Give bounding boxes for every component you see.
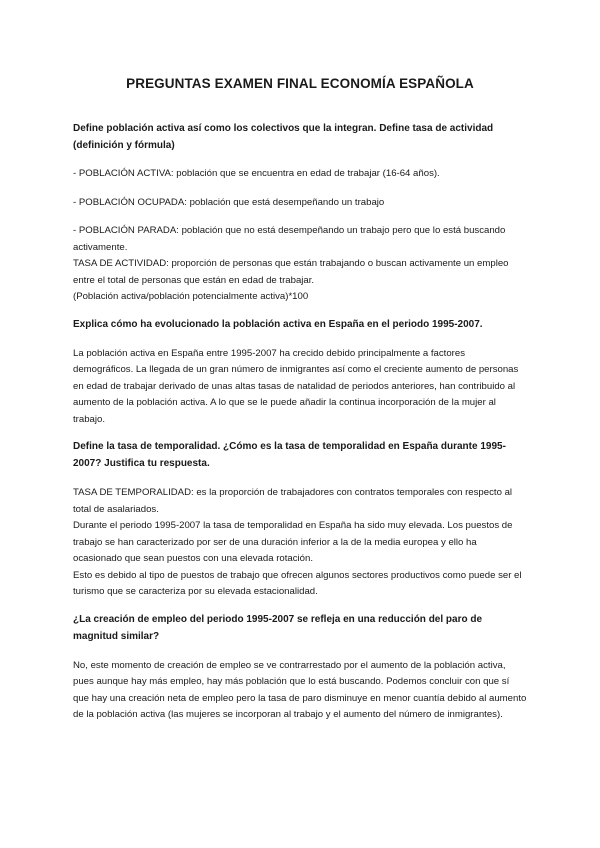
tasa-actividad-definition: TASA DE ACTIVIDAD: proporción de personas que están trabajando o buscan activamente un empleo entre el total de personas que están en edad de trabajar. bbox=[73, 258, 509, 286]
question-4: ¿La creación de empleo del periodo 1995-2007 se refleja en una reducción del paro de magnitud similar? bbox=[73, 613, 483, 642]
item-poblacion-parada: - POBLACIÓN PARADA: población que no está desempeñando un trabajo pero que lo está buscando activamente. bbox=[73, 225, 506, 253]
answer-3-reason: Esto es debido al tipo de puestos de trabajo que ofrecen algunos sectores productivos como puede ser el turismo que se caracteriza por su elevada estacionalidad. bbox=[73, 569, 522, 597]
answer-2: La población activa en España entre 1995-2007 ha crecido debido principalmente a factores demográficos. La llegada de un gran número de inmigrantes así como el creciente aumento de personas en edad de trabajar derivado de unas altas tasas de natalidad de periodos anteriores, han contribuido al aumento de la población activa. A lo que se le puede añadir la continua incorporación de la mujer al trabajo. bbox=[73, 347, 519, 425]
tasa-actividad-formula: (Población activa/población potencialmente activa)*100 bbox=[73, 291, 309, 302]
question-2: Explica cómo ha evolucionado la población activa en España en el periodo 1995-2007. bbox=[73, 318, 483, 330]
question-3: Define la tasa de temporalidad. ¿Cómo es la tasa de temporalidad en España durante 1995-2007? Justifica tu respuesta. bbox=[73, 441, 506, 469]
tasa-temporalidad-definition: TASA DE TEMPORALIDAD: es la proporción de trabajadores con contratos temporales con respecto al total de asalariados. bbox=[73, 487, 513, 515]
page-title: PREGUNTAS EXAMEN FINAL ECONOMÍA ESPAÑOLA bbox=[126, 76, 474, 91]
item-poblacion-ocupada: - POBLACIÓN OCUPADA: población que está desempeñando un trabajo bbox=[73, 196, 385, 208]
answer-3: Durante el periodo 1995-2007 la tasa de temporalidad en España ha sido muy elevada. Los puestos de trabajo se han caracterizado por ser de una duración inferior a la de la media europea y ello ha ocasionado que sean puestos con una elevada rotación. bbox=[73, 520, 513, 564]
answer-4: No, este momento de creación de empleo se ve contrarrestado por el aumento de la población activa, pues aunque hay más empleo, hay más población que lo está buscando. Podemos concluir con que sí que hay una creación neta de empleo pero la tasa de paro disminuye en menor cuantía debido al aumento de la población activa (las mujeres se incorporan al trabajo y el aumento del número de inmigrantes). bbox=[73, 659, 527, 720]
item-poblacion-activa: - POBLACIÓN ACTIVA: población que se encuentra en edad de trabajar (16-64 años). bbox=[73, 168, 440, 179]
question-1: Define población activa así como los colectivos que la integran. Define tasa de actividad (definición y fórmula) bbox=[73, 123, 494, 151]
